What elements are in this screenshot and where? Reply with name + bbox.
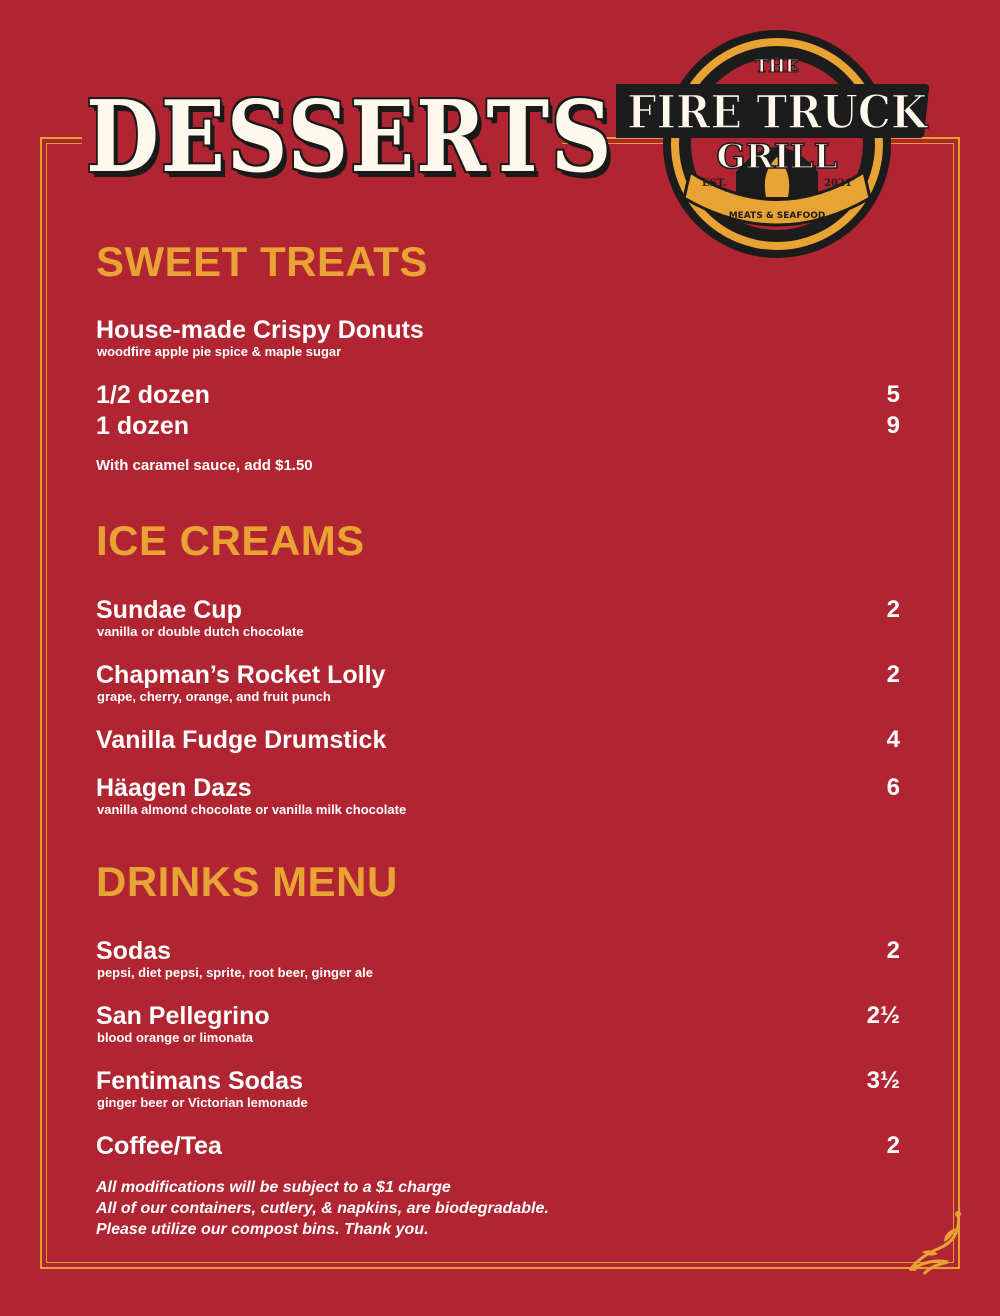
footer-line: All of our containers, cutlery, & napkins, are biodegradable. bbox=[96, 1200, 549, 1217]
option-price: 5 bbox=[886, 381, 900, 408]
section-heading-drinks: DRINKS MENU bbox=[96, 858, 398, 905]
item-name: Sodas bbox=[96, 937, 172, 965]
footer-line: All modifications will be subject to a $1 charge bbox=[96, 1179, 451, 1196]
item-price: 4 bbox=[886, 726, 900, 753]
option-price: 9 bbox=[886, 412, 900, 439]
item-name: Häagen Dazs bbox=[96, 774, 252, 802]
option-label: 1 dozen bbox=[96, 412, 190, 440]
item-price: 6 bbox=[886, 774, 900, 801]
item-price: 2 bbox=[886, 661, 900, 688]
item-desc: blood orange or limonata bbox=[97, 1030, 254, 1045]
section-heading-sweet-treats: SWEET TREATS bbox=[96, 238, 428, 285]
option-label: 1/2 dozen bbox=[96, 381, 210, 409]
item-price: 2 bbox=[886, 1132, 900, 1159]
svg-text:THE: THE bbox=[754, 56, 800, 77]
svg-text:EST.: EST. bbox=[702, 178, 727, 189]
page-title: DESSERTS bbox=[86, 80, 614, 195]
item-desc: vanilla or double dutch chocolate bbox=[97, 624, 304, 639]
corner-ornament-icon bbox=[900, 1208, 964, 1276]
fire-truck-grill-logo bbox=[616, 22, 938, 266]
item-name: Chapman’s Rocket Lolly bbox=[96, 661, 386, 689]
item-price: 2 bbox=[886, 937, 900, 964]
item-name: House-made Crispy Donuts bbox=[96, 316, 424, 344]
item-name: San Pellegrino bbox=[96, 1002, 270, 1030]
svg-text:FIRE TRUCK: FIRE TRUCK bbox=[627, 85, 929, 139]
section-heading-ice-creams: ICE CREAMS bbox=[96, 517, 365, 564]
item-desc: pepsi, diet pepsi, sprite, root beer, ginger ale bbox=[97, 965, 373, 980]
item-desc: vanilla almond chocolate or vanilla milk chocolate bbox=[97, 802, 407, 817]
svg-text:2021: 2021 bbox=[824, 178, 852, 189]
item-price: 2½ bbox=[866, 1002, 900, 1029]
svg-text:GRILL: GRILL bbox=[716, 137, 838, 177]
svg-text:MEATS & SEAFOOD: MEATS & SEAFOOD bbox=[728, 211, 826, 221]
item-price: 2 bbox=[886, 596, 900, 623]
item-name: Vanilla Fudge Drumstick bbox=[96, 726, 387, 754]
item-name: Sundae Cup bbox=[96, 596, 242, 624]
footer-line: Please utilize our compost bins. Thank you. bbox=[96, 1221, 429, 1238]
item-name: Coffee/Tea bbox=[96, 1132, 222, 1160]
item-price: 3½ bbox=[866, 1067, 900, 1094]
item-name: Fentimans Sodas bbox=[96, 1067, 303, 1095]
item-desc: woodfire apple pie spice & maple sugar bbox=[97, 344, 342, 359]
footer-notes bbox=[96, 1177, 549, 1240]
item-desc: grape, cherry, orange, and fruit punch bbox=[97, 689, 331, 704]
item-desc: ginger beer or Victorian lemonade bbox=[97, 1095, 308, 1110]
addon-note: With caramel sauce, add $1.50 bbox=[96, 457, 313, 474]
